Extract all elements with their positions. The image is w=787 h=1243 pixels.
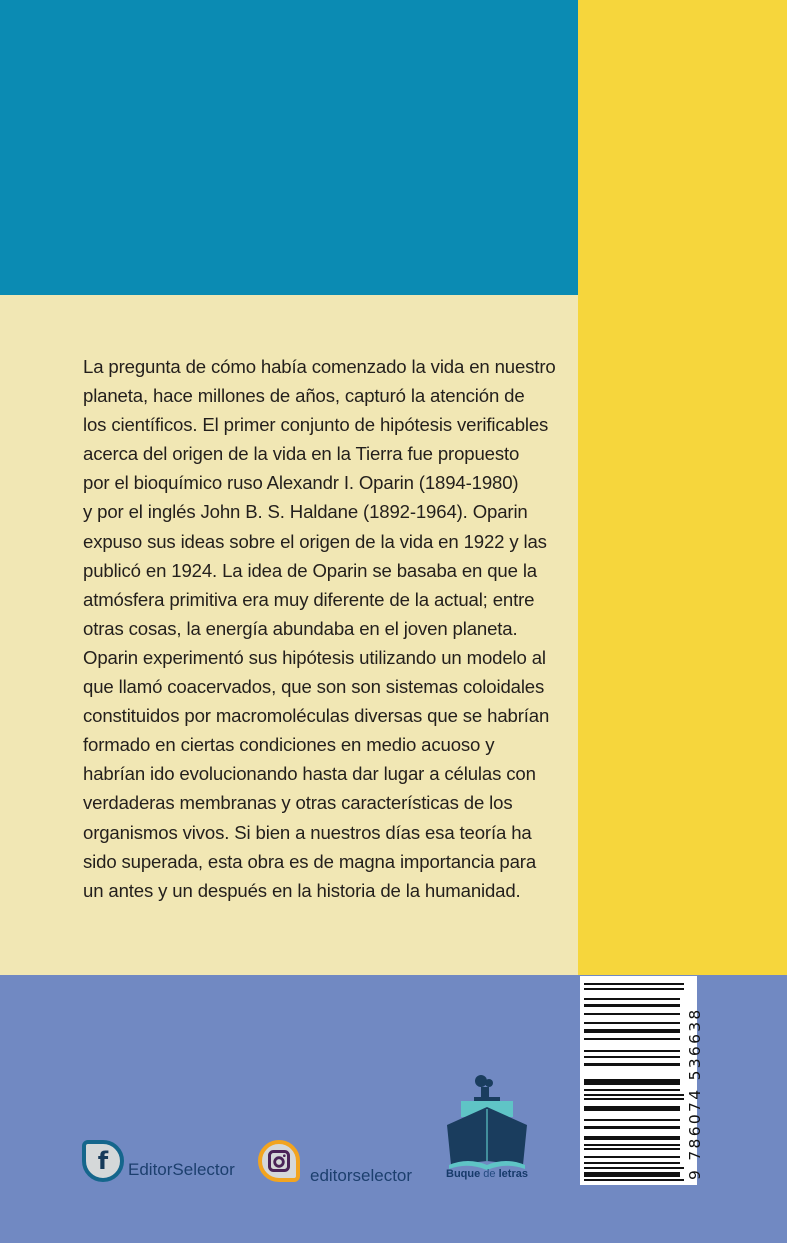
blurb-line: otras cosas, la energía abundaba en el joven planeta. — [83, 617, 518, 639]
blurb-line: formado en ciertas condiciones en medio acuoso y — [83, 734, 495, 756]
blurb-line: constituidos por macromoléculas diversas que se habrían — [83, 705, 550, 727]
facebook-handle — [82, 1140, 235, 1182]
teal-header-block — [0, 0, 578, 295]
facebook-icon — [82, 1140, 124, 1182]
instagram-icon — [258, 1140, 300, 1182]
blurb-line: planeta, hace millones de años, capturó la atención de — [83, 385, 525, 407]
instagram-handle — [258, 1140, 413, 1185]
barcode-bars — [580, 976, 697, 1185]
blurb-line: por el bioquímico ruso Alexandr I. Oparin (1894-1980) — [83, 472, 519, 494]
isbn-barcode — [580, 976, 697, 1185]
blurb-line: atmósfera primitiva era muy diferente de la actual; entre — [83, 588, 535, 610]
blurb-line: sido superada, esta obra es de magna importancia para — [83, 850, 537, 872]
isbn-number: 9 786074 536638 — [686, 1007, 704, 1180]
blurb-line: verdaderas membranas y otras características de los — [83, 792, 513, 814]
blurb-line: acerca del origen de la vida en la Tierra fue propuesto — [83, 443, 520, 465]
blurb-line: organismos vivos. Si bien a nuestros días esa teoría ha — [83, 821, 532, 843]
publisher-name-part: Buque — [446, 1168, 481, 1180]
publisher-name-part: letras — [498, 1168, 528, 1180]
blurb-line: un antes y un después en la historia de la humanidad. — [83, 879, 521, 901]
blurb-line: publicó en 1924. La idea de Oparin se basaba en que la — [83, 559, 538, 581]
instagram-label: editorselector — [310, 1166, 413, 1185]
blurb-line: y por el inglés John B. S. Haldane (1892-1964). Oparin — [83, 501, 528, 523]
blurb-line: La pregunta de cómo había comenzado la vida en nuestro — [83, 356, 556, 377]
blurb-line: Oparin experimentó sus hipótesis utilizando un modelo al — [83, 646, 546, 668]
back-cover-blurb — [83, 352, 573, 905]
blurb-line: habrían ido evolucionando hasta dar lugar a células con — [83, 763, 536, 785]
publisher-name-part: de — [480, 1168, 499, 1180]
yellow-side-stripe — [578, 0, 787, 975]
facebook-glyph: f — [97, 1147, 109, 1175]
blurb-line: expuso sus ideas sobre el origen de la vida en 1922 y las — [83, 530, 547, 552]
publisher-name — [441, 1168, 533, 1180]
facebook-label: EditorSelector — [128, 1160, 235, 1179]
blurb-line: que llamó coacervados, que son son sistemas coloidales — [83, 676, 545, 698]
blurb-line: los científicos. El primer conjunto de hipótesis verificables — [83, 414, 549, 436]
instagram-glyph — [268, 1150, 290, 1172]
